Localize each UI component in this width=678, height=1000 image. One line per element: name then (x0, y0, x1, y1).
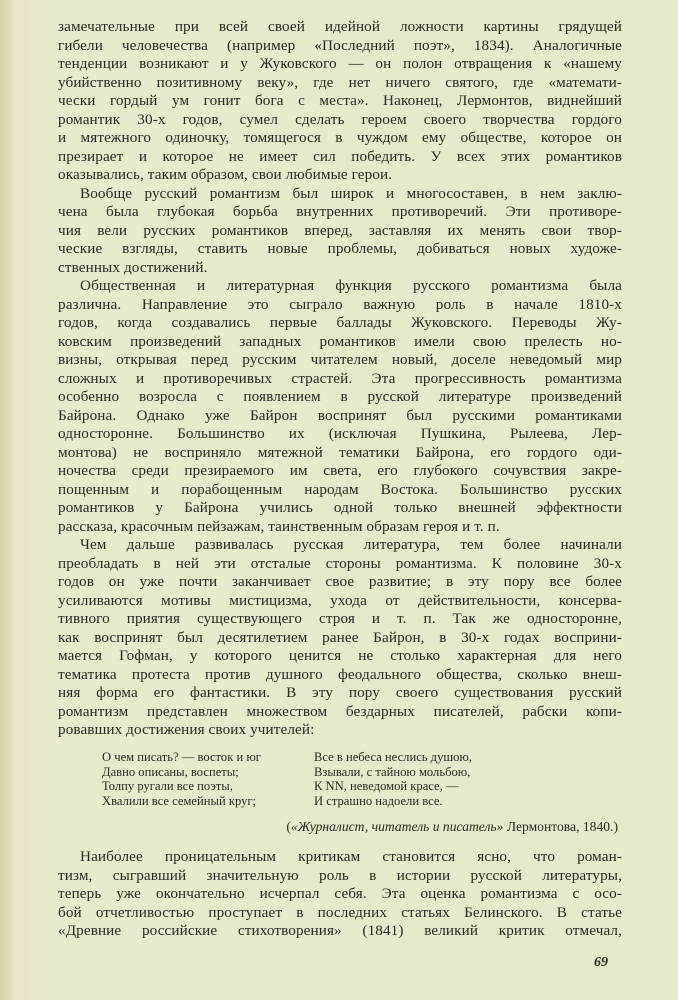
poem-line: Взывали, с тайною мольбою, (314, 764, 471, 779)
page-number: 69 (594, 955, 608, 970)
text-line: чена была глубокая борьба внутренних противоречий. Эти противоре- (58, 203, 622, 220)
text-line: тивного приятия существующего строя и т. п. Так же односторонне, (58, 610, 622, 627)
text-line: ковским произведений западных романтиков имели свою прелесть но- (58, 332, 622, 350)
text-line: оказывались, таким образом, свои любимые герои. (58, 166, 393, 183)
text-line: бой отчетливостью проступает в последних статьях Белинского. В статье (58, 903, 622, 921)
text-line: Общественная и литературная функция русского романтизма была (80, 277, 622, 294)
poem-line: И страшно надоели все. (314, 793, 443, 808)
text-line: романтизм представлен множеством бездарных писателей, рабски копи- (58, 702, 622, 720)
poem-line: Все в небеса неслись душою, (314, 750, 472, 764)
text-line: замечательные при всей своей идейной ложности картины грядущей (58, 18, 622, 35)
text-line: рассказа, красочным пейзажам, таинственным образам героя и т. п. (58, 517, 500, 535)
text-line: годов, когда создавались первые баллады Жуковского. Переводы Жу- (58, 314, 622, 331)
attribution-title: «Журналист, читатель и писатель» (290, 819, 504, 834)
text-line: монтова) не восприняло мятежной тематики Байрона, его гордого оди- (58, 443, 622, 461)
text-line: особенно возросла с появлением в русской литературе произведений (58, 388, 622, 405)
text-line: теперь уже окончательно исчерпал себя. Эта оценка романтизма с осо- (58, 885, 622, 902)
paragraph (58, 185, 622, 278)
text-line: ственных достижений. (58, 258, 208, 276)
text-line: и мятежного одиночку, томящегося в чуждом ему обществе, которое он (58, 129, 622, 146)
text-line: чески гордый ум гонит бога с места». Наконец, Лермонтов, виднейший (58, 92, 622, 109)
paragraph (58, 848, 622, 941)
text-line: ческие взгляды, ставить новые проблемы, добиваться новых художе- (58, 240, 622, 257)
paragraph (58, 536, 622, 740)
poem-column-right (314, 750, 472, 808)
attribution-author: Лермонтова, 1840.) (503, 819, 618, 834)
poem-line: Толпу ругали все поэты, (102, 779, 233, 794)
text-line: Наиболее проницательным критикам становится ясно, что роман- (80, 848, 622, 865)
text-line: сложных и противоречивых страстей. Эта прогрессивность романтизма (58, 369, 622, 387)
text-line: тематика протеста против душного феодального общества, сколько внеш- (58, 665, 622, 683)
poem-attribution (286, 819, 618, 835)
paragraph (58, 277, 622, 536)
text-line: чия вели русских романтиков вперед, заставляя их менять свои твор- (58, 221, 622, 239)
text-line: ровавших достижения своих учителей: (58, 721, 315, 738)
text-line: убийственно позитивному веку», где нет ничего святого, где «математи- (58, 73, 622, 91)
text-line: односторонне. Большинство их (исключая Пушкина, Рылеева, Лер- (58, 425, 622, 442)
text-line: пощенным и порабощенным народам Востока. Большинство русских (58, 480, 622, 498)
poem-line: Хвалили все семейный круг; (102, 793, 257, 808)
paragraph (58, 18, 622, 185)
text-line: романтиков у Байрона учились одной только внешней эффектности (58, 499, 622, 516)
body-text-upper (58, 18, 622, 740)
text-line: Чем дальше развивалась русская литература, тем более начинали (80, 536, 622, 553)
poem-line: Давно описаны, воспеты; (102, 764, 239, 779)
text-line: усиливаются мотивы мистицизма, ухода от действительности, консерва- (58, 591, 622, 609)
text-line: различна. Направление это сыграло важную роль в начале 1810-х (58, 295, 622, 313)
attribution-open: ( (286, 819, 291, 834)
poem-column-left (102, 750, 261, 808)
text-line: гибели человечества (например «Последний поэт», 1834). Аналогичные (58, 36, 622, 54)
poem-line: К NN, неведомой красе, — (314, 779, 459, 794)
text-line: няя форма его фантастики. В эту пору своего существования русский (58, 684, 622, 701)
body-text-lower (58, 848, 622, 941)
text-line: тенденции возникают и у Жуковского — он полон отвращения к «нашему (58, 55, 622, 72)
text-line: презирает и которое не имеет сил победить. У всех этих романтиков (58, 147, 622, 165)
text-line: годов он уже почти заканчивает свое развитие; в эту пору все более (58, 573, 622, 590)
poem-line: О чем писать? — восток и юг (102, 750, 261, 764)
text-line: ночества среди презираемого им света, его глубокого сочувствия закре- (58, 462, 622, 479)
text-line: романтик 30-х годов, сумел сделать героем своего творчества гордого (58, 110, 622, 128)
text-line: мается Гофман, у которого ценится не столько характерная для него (58, 647, 622, 664)
text-line: как воспринят был десятилетием ранее Байрон, в 30-х годах восприни- (58, 628, 622, 646)
text-line: Вообще русский романтизм был широк и многосоставен, в нем заклю- (80, 184, 622, 202)
text-line: преобладать в ней эти отсталые стороны романтизма. К половине 30-х (58, 554, 622, 572)
text-line: визны, открывая перед русским читателем новый, доселе неведомый мир (58, 351, 622, 368)
text-line: «Древние российские стихотворения» (1841) великий критик отмечал, (58, 922, 622, 939)
text-line: тизм, сыгравший значительную роль в истории русской литературы, (58, 866, 622, 884)
text-line: Байрона. Однако уже Байрон воспринят был русскими романтиками (58, 406, 622, 424)
